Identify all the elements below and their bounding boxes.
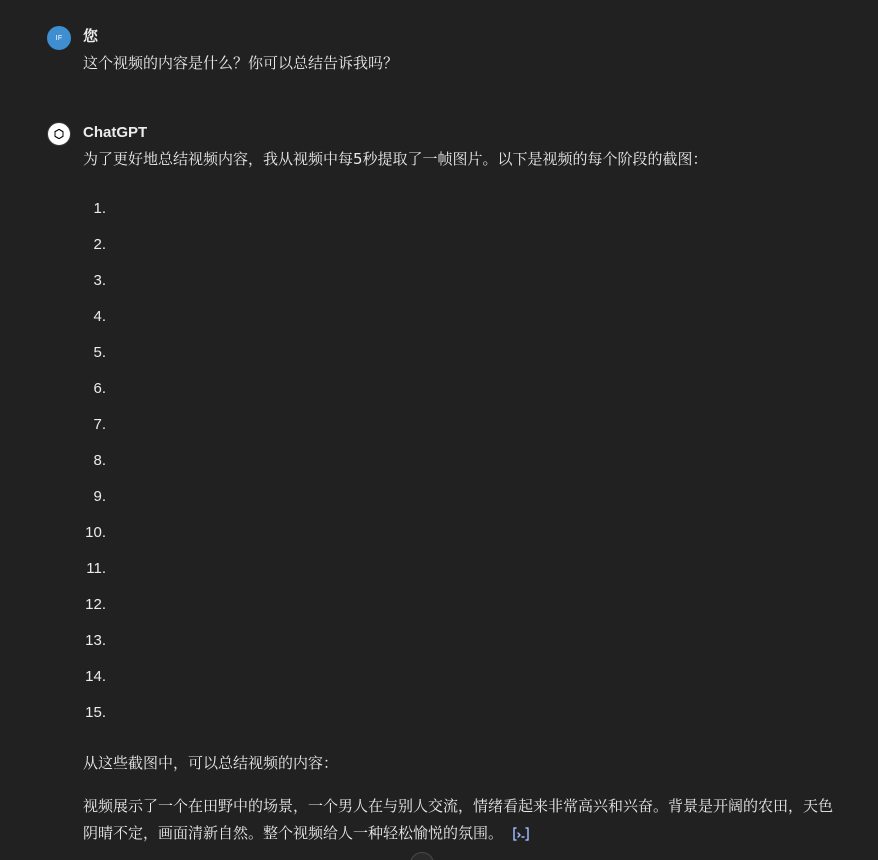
assistant-intro-text: 为了更好地总结视频内容，我从视频中每5秒提取了一帧图片。以下是视频的每个阶段的截图： — [83, 150, 708, 168]
list-item-number: 1. — [93, 200, 106, 217]
list-item-number: 4. — [93, 308, 106, 325]
list-item — [83, 413, 843, 449]
list-item — [83, 377, 843, 413]
list-item — [83, 665, 843, 701]
list-item — [83, 305, 843, 341]
list-item — [83, 521, 843, 557]
list-item — [83, 233, 843, 269]
list-item — [83, 485, 843, 521]
assistant-author-name: ChatGPT — [83, 124, 148, 141]
list-item-number: 9. — [93, 488, 106, 505]
list-item-number: 11. — [86, 560, 106, 577]
assistant-message-body — [83, 147, 843, 847]
list-item-number: 5. — [93, 344, 106, 361]
list-item — [83, 701, 843, 737]
list-item-number: 3. — [93, 272, 106, 289]
summary-body-text: 视频展示了一个在田野中的场景，一个男人在与别人交流，情绪看起来非常高兴和兴奋。背景是开阔的农田，天色阴晴不定，画面清新自然。整个视频给人一种轻松愉悦的氛围。 — [83, 797, 834, 842]
list-item-number: 12. — [85, 596, 106, 613]
scroll-down-button[interactable] — [410, 852, 434, 860]
screenshot-list — [83, 197, 843, 737]
list-item-number: 2. — [93, 236, 106, 253]
list-item — [83, 629, 843, 665]
user-message-text: 这个视频的内容是什么？你可以总结告诉我吗？ — [83, 54, 399, 72]
user-author-name: 您 — [83, 28, 99, 45]
assistant-avatar — [47, 122, 71, 146]
list-item — [83, 269, 843, 305]
list-item-number: 6. — [93, 380, 106, 397]
list-item-number: 10. — [85, 524, 106, 541]
openai-logo-icon — [51, 126, 67, 142]
list-item — [83, 593, 843, 629]
list-item — [83, 557, 843, 593]
summary-body-paragraph — [83, 793, 843, 847]
list-item-number: 13. — [85, 632, 106, 649]
list-item-number: 8. — [93, 452, 106, 469]
list-item-number: 14. — [85, 668, 106, 685]
list-item-number: 7. — [93, 416, 106, 433]
list-item — [83, 197, 843, 233]
summary-lead-text: 从这些截图中，可以总结视频的内容： — [83, 754, 339, 772]
list-item — [83, 449, 843, 485]
list-item-number: 15. — [85, 704, 106, 721]
user-avatar: IF — [47, 26, 71, 50]
code-interpreter-icon[interactable] — [511, 825, 531, 843]
list-item — [83, 341, 843, 377]
